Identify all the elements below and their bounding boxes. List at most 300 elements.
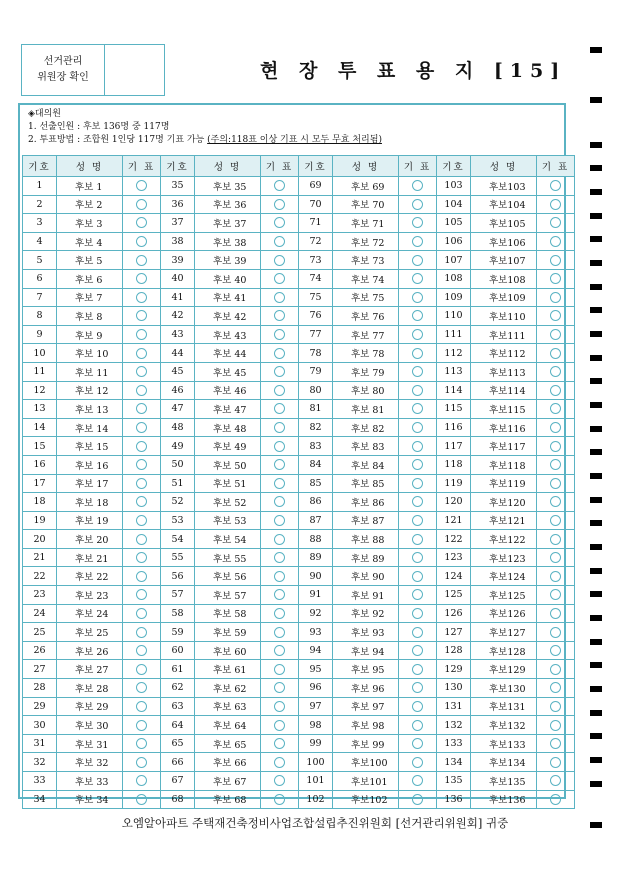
vote-circle-icon[interactable] (136, 515, 147, 526)
vote-cell[interactable] (123, 269, 161, 288)
vote-circle-icon[interactable] (136, 775, 147, 786)
vote-circle-icon[interactable] (136, 794, 147, 805)
candidate-name: 후보 69 (333, 177, 399, 196)
vote-cell[interactable] (537, 753, 575, 772)
vote-circle-icon[interactable] (136, 422, 147, 433)
vote-circle-icon[interactable] (550, 348, 561, 359)
vote-circle-icon[interactable] (550, 478, 561, 489)
vote-circle-icon[interactable] (412, 292, 423, 303)
vote-circle-icon[interactable] (274, 571, 285, 582)
vote-circle-icon[interactable] (136, 720, 147, 731)
candidate-number: 67 (161, 772, 195, 791)
vote-cell[interactable] (537, 251, 575, 270)
vote-circle-icon[interactable] (136, 757, 147, 768)
vote-cell[interactable] (123, 232, 161, 251)
vote-circle-icon[interactable] (136, 292, 147, 303)
vote-cell[interactable] (537, 344, 575, 363)
vote-cell[interactable] (123, 474, 161, 493)
vote-circle-icon[interactable] (412, 534, 423, 545)
vote-circle-icon[interactable] (274, 608, 285, 619)
vote-cell[interactable] (123, 753, 161, 772)
vote-circle-icon[interactable] (136, 682, 147, 693)
vote-cell[interactable] (537, 232, 575, 251)
vote-cell[interactable] (261, 493, 299, 512)
vote-circle-icon[interactable] (550, 664, 561, 675)
vote-cell[interactable] (399, 734, 437, 753)
vote-cell[interactable] (399, 232, 437, 251)
vote-cell[interactable] (261, 362, 299, 381)
vote-cell[interactable] (537, 437, 575, 456)
table-row (23, 679, 575, 698)
vote-cell[interactable] (537, 548, 575, 567)
vote-circle-icon[interactable] (550, 682, 561, 693)
vote-cell[interactable] (261, 660, 299, 679)
vote-cell[interactable] (123, 288, 161, 307)
vote-circle-icon[interactable] (136, 589, 147, 600)
vote-circle-icon[interactable] (274, 534, 285, 545)
vote-cell[interactable] (123, 362, 161, 381)
vote-cell[interactable] (261, 511, 299, 530)
vote-circle-icon[interactable] (136, 441, 147, 452)
vote-cell[interactable] (399, 493, 437, 512)
candidate-number: 114 (437, 381, 471, 400)
vote-circle-icon[interactable] (136, 403, 147, 414)
vote-cell[interactable] (537, 214, 575, 233)
vote-cell[interactable] (399, 418, 437, 437)
vote-circle-icon[interactable] (412, 571, 423, 582)
candidate-number: 99 (299, 734, 333, 753)
vote-circle-icon[interactable] (412, 552, 423, 563)
vote-circle-icon[interactable] (136, 310, 147, 321)
vote-circle-icon[interactable] (412, 348, 423, 359)
vote-circle-icon[interactable] (550, 645, 561, 656)
vote-cell[interactable] (261, 753, 299, 772)
vote-cell[interactable] (399, 177, 437, 196)
vote-cell[interactable] (261, 232, 299, 251)
vote-cell[interactable] (123, 344, 161, 363)
candidate-number: 80 (299, 381, 333, 400)
vote-cell[interactable] (399, 288, 437, 307)
vote-circle-icon[interactable] (136, 608, 147, 619)
vote-cell[interactable] (399, 437, 437, 456)
candidate-number: 95 (299, 660, 333, 679)
vote-circle-icon[interactable] (274, 459, 285, 470)
candidate-number: 135 (437, 772, 471, 791)
vote-circle-icon[interactable] (412, 682, 423, 693)
vote-circle-icon[interactable] (550, 180, 561, 191)
vote-circle-icon[interactable] (550, 775, 561, 786)
vote-circle-icon[interactable] (412, 757, 423, 768)
vote-circle-icon[interactable] (550, 422, 561, 433)
vote-cell[interactable] (399, 511, 437, 530)
vote-circle-icon[interactable] (412, 738, 423, 749)
vote-cell[interactable] (537, 734, 575, 753)
vote-cell[interactable] (537, 474, 575, 493)
vote-cell[interactable] (261, 697, 299, 716)
vote-cell[interactable] (537, 641, 575, 660)
candidate-number: 86 (299, 493, 333, 512)
vote-circle-icon[interactable] (136, 571, 147, 582)
vote-circle-icon[interactable] (136, 366, 147, 377)
vote-circle-icon[interactable] (274, 757, 285, 768)
vote-circle-icon[interactable] (274, 199, 285, 210)
vote-circle-icon[interactable] (136, 738, 147, 749)
vote-cell[interactable] (123, 772, 161, 791)
vote-cell[interactable] (399, 325, 437, 344)
vote-circle-icon[interactable] (550, 757, 561, 768)
vote-circle-icon[interactable] (550, 608, 561, 619)
vote-circle-icon[interactable] (274, 627, 285, 638)
vote-circle-icon[interactable] (274, 720, 285, 731)
vote-circle-icon[interactable] (274, 738, 285, 749)
vote-circle-icon[interactable] (412, 459, 423, 470)
vote-circle-icon[interactable] (550, 292, 561, 303)
vote-circle-icon[interactable] (550, 496, 561, 507)
vote-cell[interactable] (123, 530, 161, 549)
vote-circle-icon[interactable] (274, 217, 285, 228)
vote-circle-icon[interactable] (412, 217, 423, 228)
vote-circle-icon[interactable] (412, 701, 423, 712)
vote-cell[interactable] (537, 586, 575, 605)
candidate-name: 후보 20 (57, 530, 123, 549)
vote-circle-icon[interactable] (550, 459, 561, 470)
vote-cell[interactable] (261, 772, 299, 791)
timing-mark (590, 781, 602, 787)
vote-cell[interactable] (537, 679, 575, 698)
vote-cell[interactable] (399, 641, 437, 660)
vote-circle-icon[interactable] (550, 515, 561, 526)
vote-circle-icon[interactable] (136, 217, 147, 228)
vote-circle-icon[interactable] (550, 329, 561, 340)
vote-cell[interactable] (399, 679, 437, 698)
vote-cell[interactable] (261, 418, 299, 437)
vote-cell[interactable] (537, 381, 575, 400)
vote-cell[interactable] (123, 381, 161, 400)
vote-cell[interactable] (537, 177, 575, 196)
vote-circle-icon[interactable] (274, 645, 285, 656)
vote-cell[interactable] (123, 623, 161, 642)
vote-cell[interactable] (537, 772, 575, 791)
vote-cell[interactable] (399, 790, 437, 809)
vote-circle-icon[interactable] (274, 422, 285, 433)
vote-circle-icon[interactable] (274, 515, 285, 526)
vote-circle-icon[interactable] (412, 329, 423, 340)
vote-circle-icon[interactable] (274, 775, 285, 786)
vote-cell[interactable] (261, 177, 299, 196)
vote-cell[interactable] (261, 530, 299, 549)
candidate-name: 후보 3 (57, 214, 123, 233)
candidate-name: 후보 93 (333, 623, 399, 642)
vote-cell[interactable] (399, 753, 437, 772)
vote-circle-icon[interactable] (412, 664, 423, 675)
vote-circle-icon[interactable] (274, 403, 285, 414)
vote-circle-icon[interactable] (550, 589, 561, 600)
vote-circle-icon[interactable] (136, 236, 147, 247)
vote-cell[interactable] (123, 251, 161, 270)
timing-mark (590, 236, 602, 242)
ballot-frame (18, 103, 570, 807)
vote-cell[interactable] (537, 660, 575, 679)
vote-cell[interactable] (123, 567, 161, 586)
vote-circle-icon[interactable] (274, 701, 285, 712)
vote-cell[interactable] (261, 437, 299, 456)
vote-circle-icon[interactable] (136, 273, 147, 284)
vote-cell[interactable] (123, 586, 161, 605)
vote-cell[interactable] (399, 530, 437, 549)
vote-cell[interactable] (537, 418, 575, 437)
vote-cell[interactable] (123, 716, 161, 735)
vote-circle-icon[interactable] (274, 682, 285, 693)
vote-circle-icon[interactable] (412, 720, 423, 731)
vote-cell[interactable] (123, 548, 161, 567)
vote-cell[interactable] (261, 400, 299, 419)
vote-circle-icon[interactable] (550, 217, 561, 228)
vote-circle-icon[interactable] (550, 199, 561, 210)
candidate-name: 후보 53 (195, 511, 261, 530)
vote-circle-icon[interactable] (412, 236, 423, 247)
vote-cell[interactable] (537, 790, 575, 809)
vote-circle-icon[interactable] (550, 552, 561, 563)
vote-circle-icon[interactable] (412, 255, 423, 266)
vote-circle-icon[interactable] (412, 515, 423, 526)
vote-cell[interactable] (399, 269, 437, 288)
vote-circle-icon[interactable] (550, 794, 561, 805)
vote-cell[interactable] (261, 325, 299, 344)
vote-circle-icon[interactable] (136, 701, 147, 712)
vote-circle-icon[interactable] (412, 273, 423, 284)
vote-cell[interactable] (261, 455, 299, 474)
vote-circle-icon[interactable] (136, 534, 147, 545)
vote-cell[interactable] (123, 790, 161, 809)
vote-circle-icon[interactable] (274, 664, 285, 675)
vote-circle-icon[interactable] (550, 720, 561, 731)
vote-cell[interactable] (537, 400, 575, 419)
vote-cell[interactable] (399, 697, 437, 716)
vote-circle-icon[interactable] (550, 236, 561, 247)
candidate-name: 후보 43 (195, 325, 261, 344)
vote-cell[interactable] (399, 474, 437, 493)
vote-cell[interactable] (123, 418, 161, 437)
vote-cell[interactable] (123, 641, 161, 660)
candidate-name: 후보 66 (195, 753, 261, 772)
vote-circle-icon[interactable] (136, 645, 147, 656)
vote-cell[interactable] (261, 344, 299, 363)
vote-circle-icon[interactable] (136, 180, 147, 191)
vote-circle-icon[interactable] (412, 441, 423, 452)
vote-cell[interactable] (123, 400, 161, 419)
vote-circle-icon[interactable] (274, 385, 285, 396)
vote-circle-icon[interactable] (274, 255, 285, 266)
vote-circle-icon[interactable] (412, 608, 423, 619)
vote-cell[interactable] (261, 288, 299, 307)
vote-circle-icon[interactable] (550, 273, 561, 284)
vote-cell[interactable] (123, 455, 161, 474)
vote-circle-icon[interactable] (412, 199, 423, 210)
vote-circle-icon[interactable] (274, 478, 285, 489)
vote-cell[interactable] (537, 362, 575, 381)
vote-cell[interactable] (261, 790, 299, 809)
vote-circle-icon[interactable] (136, 664, 147, 675)
vote-cell[interactable] (123, 697, 161, 716)
vote-circle-icon[interactable] (412, 496, 423, 507)
vote-cell[interactable] (399, 772, 437, 791)
vote-circle-icon[interactable] (412, 180, 423, 191)
vote-circle-icon[interactable] (412, 403, 423, 414)
vote-cell[interactable] (123, 734, 161, 753)
candidate-number: 83 (299, 437, 333, 456)
vote-cell[interactable] (123, 679, 161, 698)
candidate-name: 후보 76 (333, 307, 399, 326)
vote-cell[interactable] (123, 604, 161, 623)
vote-circle-icon[interactable] (412, 422, 423, 433)
vote-circle-icon[interactable] (274, 292, 285, 303)
vote-cell[interactable] (399, 400, 437, 419)
vote-cell[interactable] (399, 716, 437, 735)
vote-cell[interactable] (261, 269, 299, 288)
vote-circle-icon[interactable] (412, 794, 423, 805)
vote-cell[interactable] (537, 455, 575, 474)
vote-cell[interactable] (261, 604, 299, 623)
vote-circle-icon[interactable] (136, 496, 147, 507)
vote-cell[interactable] (399, 307, 437, 326)
candidate-number: 35 (161, 177, 195, 196)
vote-circle-icon[interactable] (412, 627, 423, 638)
vote-circle-icon[interactable] (274, 236, 285, 247)
vote-circle-icon[interactable] (136, 552, 147, 563)
timing-mark (590, 639, 602, 645)
vote-cell[interactable] (261, 641, 299, 660)
vote-cell[interactable] (537, 288, 575, 307)
vote-cell[interactable] (537, 195, 575, 214)
vote-cell[interactable] (261, 381, 299, 400)
vote-circle-icon[interactable] (274, 273, 285, 284)
vote-cell[interactable] (123, 177, 161, 196)
vote-circle-icon[interactable] (274, 180, 285, 191)
vote-cell[interactable] (399, 214, 437, 233)
vote-cell[interactable] (537, 604, 575, 623)
vote-cell[interactable] (123, 195, 161, 214)
vote-cell[interactable] (261, 586, 299, 605)
vote-circle-icon[interactable] (550, 534, 561, 545)
vote-circle-icon[interactable] (274, 496, 285, 507)
vote-cell[interactable] (261, 567, 299, 586)
vote-circle-icon[interactable] (550, 310, 561, 321)
vote-circle-icon[interactable] (412, 310, 423, 321)
vote-circle-icon[interactable] (412, 775, 423, 786)
candidate-name: 후보 11 (57, 362, 123, 381)
vote-circle-icon[interactable] (412, 589, 423, 600)
vote-circle-icon[interactable] (550, 255, 561, 266)
vote-circle-icon[interactable] (412, 645, 423, 656)
vote-cell[interactable] (537, 530, 575, 549)
vote-circle-icon[interactable] (136, 385, 147, 396)
vote-cell[interactable] (399, 604, 437, 623)
vote-circle-icon[interactable] (550, 627, 561, 638)
vote-cell[interactable] (399, 567, 437, 586)
vote-circle-icon[interactable] (274, 794, 285, 805)
vote-circle-icon[interactable] (274, 329, 285, 340)
vote-circle-icon[interactable] (550, 385, 561, 396)
vote-circle-icon[interactable] (274, 348, 285, 359)
vote-circle-icon[interactable] (274, 589, 285, 600)
vote-cell[interactable] (399, 195, 437, 214)
vote-circle-icon[interactable] (274, 310, 285, 321)
vote-cell[interactable] (537, 511, 575, 530)
vote-cell[interactable] (537, 623, 575, 642)
vote-cell[interactable] (261, 734, 299, 753)
vote-cell[interactable] (537, 325, 575, 344)
vote-circle-icon[interactable] (550, 738, 561, 749)
vote-circle-icon[interactable] (274, 441, 285, 452)
vote-cell[interactable] (123, 214, 161, 233)
vote-circle-icon[interactable] (412, 366, 423, 377)
vote-cell[interactable] (261, 623, 299, 642)
vote-cell[interactable] (399, 455, 437, 474)
vote-circle-icon[interactable] (274, 366, 285, 377)
vote-cell[interactable] (123, 493, 161, 512)
table-row (23, 418, 575, 437)
vote-circle-icon[interactable] (136, 478, 147, 489)
vote-cell[interactable] (537, 567, 575, 586)
vote-cell[interactable] (261, 474, 299, 493)
vote-cell[interactable] (261, 679, 299, 698)
vote-cell[interactable] (123, 660, 161, 679)
vote-circle-icon[interactable] (550, 571, 561, 582)
vote-cell[interactable] (399, 660, 437, 679)
vote-circle-icon[interactable] (136, 255, 147, 266)
vote-cell[interactable] (123, 511, 161, 530)
vote-cell[interactable] (261, 214, 299, 233)
vote-cell[interactable] (261, 251, 299, 270)
vote-circle-icon[interactable] (136, 199, 147, 210)
vote-circle-icon[interactable] (412, 385, 423, 396)
vote-cell[interactable] (123, 437, 161, 456)
vote-cell[interactable] (399, 381, 437, 400)
vote-circle-icon[interactable] (550, 701, 561, 712)
vote-cell[interactable] (537, 493, 575, 512)
candidate-name: 후보 62 (195, 679, 261, 698)
table-row (23, 288, 575, 307)
vote-cell[interactable] (399, 548, 437, 567)
vote-cell[interactable] (537, 307, 575, 326)
vote-cell[interactable] (123, 325, 161, 344)
vote-circle-icon[interactable] (136, 348, 147, 359)
candidate-number: 136 (437, 790, 471, 809)
vote-circle-icon[interactable] (136, 459, 147, 470)
vote-cell[interactable] (537, 697, 575, 716)
vote-cell[interactable] (399, 344, 437, 363)
vote-cell[interactable] (537, 716, 575, 735)
vote-circle-icon[interactable] (550, 366, 561, 377)
vote-cell[interactable] (399, 362, 437, 381)
vote-cell[interactable] (399, 251, 437, 270)
vote-circle-icon[interactable] (550, 403, 561, 414)
vote-cell[interactable] (537, 269, 575, 288)
vote-cell[interactable] (399, 623, 437, 642)
vote-cell[interactable] (399, 586, 437, 605)
vote-cell[interactable] (261, 195, 299, 214)
vote-circle-icon[interactable] (136, 329, 147, 340)
vote-cell[interactable] (261, 307, 299, 326)
vote-circle-icon[interactable] (136, 627, 147, 638)
vote-circle-icon[interactable] (412, 478, 423, 489)
vote-cell[interactable] (123, 307, 161, 326)
vote-cell[interactable] (261, 716, 299, 735)
vote-circle-icon[interactable] (550, 441, 561, 452)
vote-cell[interactable] (261, 548, 299, 567)
vote-circle-icon[interactable] (274, 552, 285, 563)
table-row (23, 548, 575, 567)
